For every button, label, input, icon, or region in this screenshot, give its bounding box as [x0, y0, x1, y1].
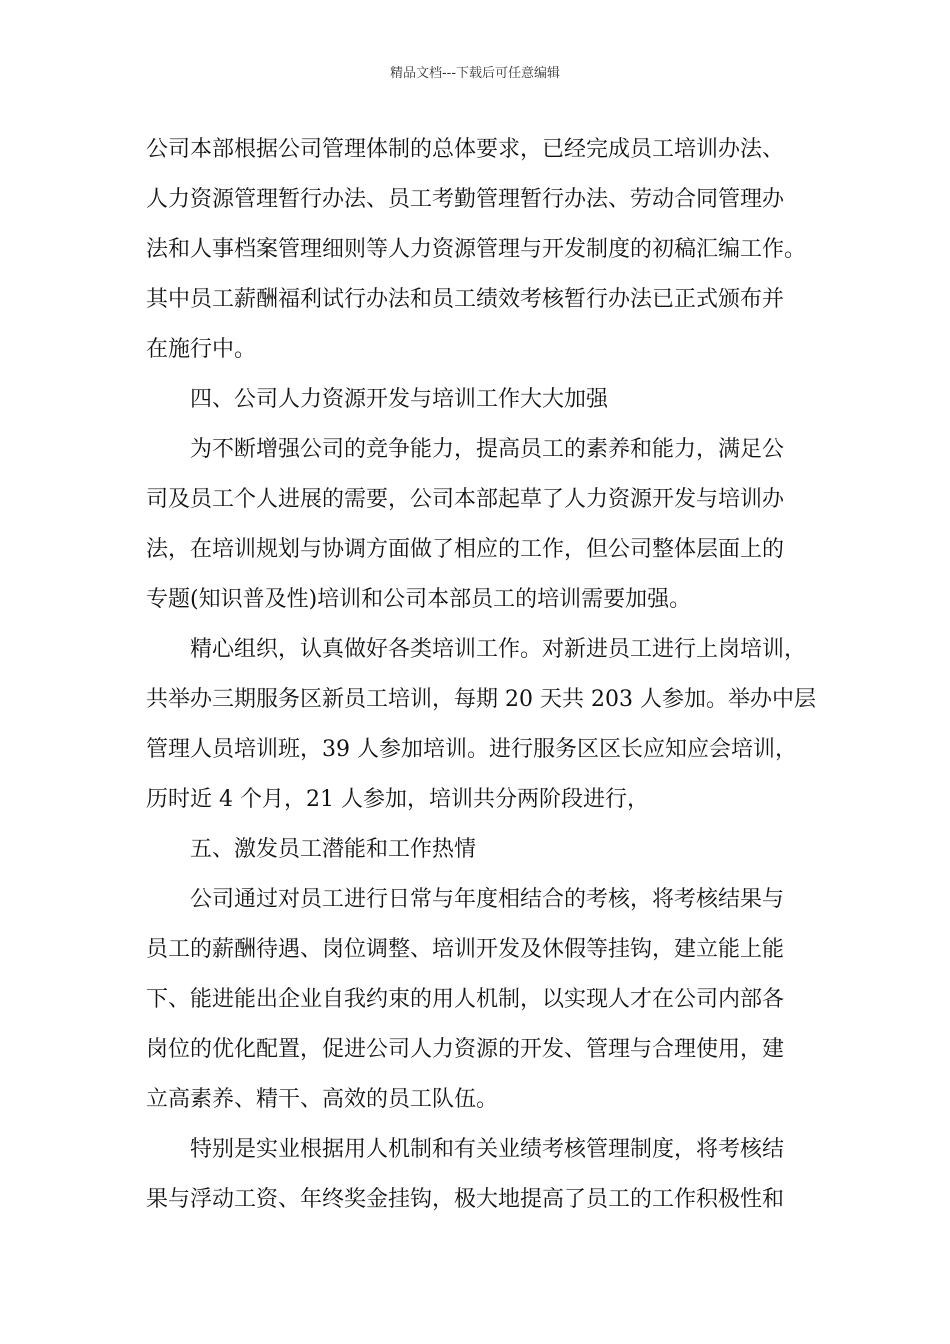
- text-line: 为不断增强公司的竞争能力，提高员工的素养和能力，满足公: [190, 437, 785, 462]
- page-header: 精品文档---下载后可任意编辑: [389, 66, 561, 81]
- text-line: 司及员工个人进展的需要，公司本部起草了人力资源开发与培训办: [146, 487, 785, 512]
- text-line: 精心组织，认真做好各类培训工作。对新进员工进行上岗培训，: [190, 637, 807, 662]
- text-line: 特别是实业根据用人机制和有关业绩考核管理制度，将考核结: [190, 1137, 785, 1162]
- text-line: 在施行中。: [146, 337, 257, 362]
- section-heading: 五、激发员工潜能和工作热情: [190, 837, 477, 862]
- text-line: 专题(知识普及性)培训和公司本部员工的培训需要加强。: [146, 587, 692, 612]
- text-line: 管理人员培训班，39 人参加培训。进行服务区区长应知应会培训，: [146, 737, 797, 762]
- text-line: 岗位的优化配置，促进公司人力资源的开发、管理与合理使用，建: [146, 1037, 785, 1062]
- text-line: 共举办三期服务区新员工培训，每期 20 天共 203 人参加。举办中层: [146, 687, 816, 712]
- text-line: 人力资源管理暂行办法、员工考勤管理暂行办法、劳动合同管理办: [146, 187, 785, 212]
- text-line: 员工的薪酬待遇、岗位调整、培训开发及休假等挂钩，建立能上能: [146, 937, 785, 962]
- text-line: 果与浮动工资、年终奖金挂钩，极大地提高了员工的工作积极性和: [146, 1187, 785, 1212]
- text-line: 公司本部根据公司管理体制的总体要求，已经完成员工培训办法、: [146, 137, 785, 162]
- text-line: 法和人事档案管理细则等人力资源管理与开发制度的初稿汇编工作。: [146, 237, 807, 262]
- text-line: 其中员工薪酬福利试行办法和员工绩效考核暂行办法已正式颁布并: [146, 287, 785, 312]
- text-line: 立高素养、精干、高效的员工队伍。: [146, 1087, 499, 1112]
- section-heading: 四、公司人力资源开发与培训工作大大加强: [190, 387, 609, 412]
- text-line: 公司通过对员工进行日常与年度相结合的考核，将考核结果与: [190, 887, 785, 912]
- text-line: 历时近 4 个月，21 人参加，培训共分两阶段进行，: [146, 787, 649, 812]
- text-line: 下、能进能出企业自我约束的用人机制，以实现人才在公司内部各: [146, 987, 785, 1012]
- text-line: 法，在培训规划与协调方面做了相应的工作，但公司整体层面上的: [146, 537, 785, 562]
